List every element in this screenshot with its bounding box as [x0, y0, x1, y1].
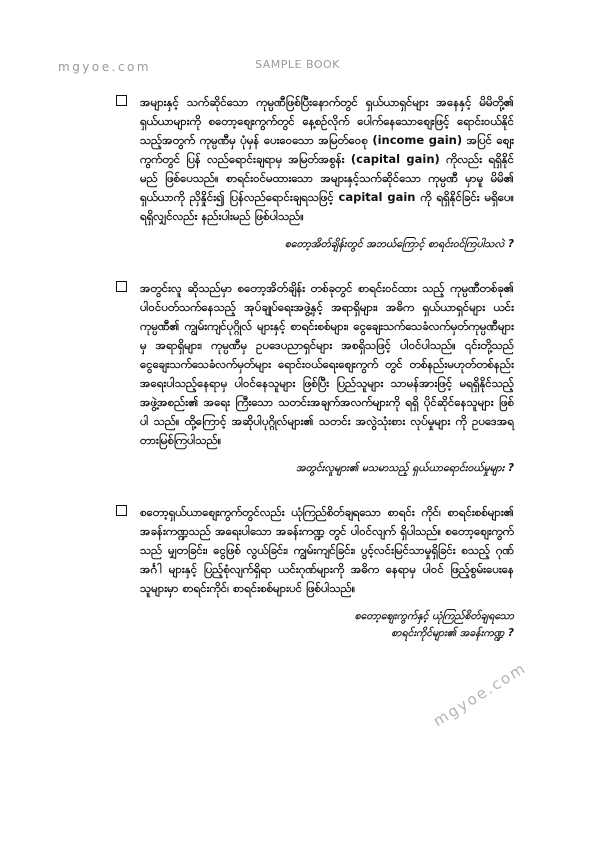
checkbox-icon — [116, 95, 127, 106]
entry-2 — [116, 279, 514, 477]
entry-attribution: စတော့စျေးကွက်နှင့် ယုံကြည်စိတ်ချရသော စာရင်းကိုင်များ၏ အခန်းကဏ္ဍ ? — [354, 610, 514, 639]
site-watermark-diagonal: mgyoe.com — [430, 658, 530, 731]
entry-text: အများနှင့် သက်ဆိုင်သော ကုမ္ပဏီဖြစ်ပြီးနောက်တွင် ရှယ်ယာရှင်များ အနေနှင့် မိမိတို့၏ ရှယ်ယာများကို စတော့စျေးကွက်တွင် နေ့စဉ်လိုက် ပေါက်နေသောစျေးဖြင့် ရောင်းဝယ်နိုင်သည့်အတွက် ကုမ္ပဏီမှ ပုံမှန် ပေးဝေသော အမြတ်ဝေစု (income gain) အပြင် စျေးကွက်တွင် ပြန် လည်ရောင်းချရာမှ အမြတ်အစွန်း (capital gain) ကိုလည်း ရရှိနိုင်မည် ဖြစ်ပေသည်။ စာရင်းဝင်မထားသော အများနှင့်သက်ဆိုင်သော ကုမ္ပဏီ မှာမူ မိမိ၏ ရှယ်ယာကို ညှိနှိုင်း၍ ပြန်လည်ရောင်းချရသဖြင့် capital gain ကို ရရှိနိုင်ခြင်း မရှိပေ။ ရရှိလျှင်လည်း နည်းပါးမည် ဖြစ်ပါသည်။ — [140, 95, 514, 223]
page-content — [116, 93, 514, 642]
entry-text: အတွင်းလူ ဆိုသည်မှာ စတော့အိတ်ချိန်း တစ်ခုတွင် စာရင်းဝင်ထား သည့် ကုမ္ပဏီတစ်ခု၏ ပါဝင်ပတ်သက်နေသည့် အုပ်ချုပ်ရေးအဖွဲ့နှင့် အရာရှိများ၊ အဓိက ရှယ်ယာရှင်များ ယင်းကုမ္ပဏီ၏ ကျွမ်းကျင်ပုဂ္ဂိုလ် များနှင့် စာရင်းစစ်များ၊ ငွေချေးသက်သေခံလက်မှတ်ကုမ္ပဏီများမှ အရာရှိများ၊ ကုမ္ပဏီမှ ဥပဒေပညာရှင်များ အစရှိသဖြင့် ပါဝင်ပါသည်။ ၎င်းတို့သည် ငွေချေးသက်သေခံလက်မှတ်များ ရောင်းဝယ်ရေးစျေးကွက် တွင် တစ်နည်းမဟုတ်တစ်နည်း အရေးပါသည့်နေရာမှ ပါဝင်နေသူများ ဖြစ်ပြီး ပြည်သူများ သာမန်အားဖြင့် မရရှိနိုင်သည့် အဖွဲ့အစည်း၏ အရေး ကြီးသော သတင်းအချက်အလက်များကို ရရှိ ပိုင်ဆိုင်နေသူများ ဖြစ်ပါ သည်။ ထို့ကြောင့် အဆိုပါပုဂ္ဂိုလ်များ၏ သတင်း အလွဲသုံးစား လုပ်မှုများ ကို ဥပဒေအရ တားမြစ်ကြပါသည်။ — [140, 281, 514, 447]
entry-attribution: စတော့အိတ်ချိန်းတွင် အဘယ်ကြောင့် စာရင်းဝင်ကြပါသလဲ ? — [284, 238, 514, 250]
site-watermark-top: mgyoe.com — [58, 60, 152, 74]
entry-attribution: အတွင်းလူများ၏ မသမာသည့် ရှယ်ယာရောင်းဝယ်မှုများ ? — [295, 462, 514, 474]
sample-book-label: SAMPLE BOOK — [255, 58, 340, 71]
checkbox-icon — [116, 281, 127, 292]
checkbox-icon — [116, 505, 127, 516]
entry-text: စတော့ရှယ်ယာစျေးကွက်တွင်လည်း ယုံကြည်စိတ်ချရသော စာရင်း ကိုင်၊ စာရင်းစစ်များ၏ အခန်းကဏ္ဍသည် အရေးပါသော အခန်းကဏ္ဍ တွင် ပါဝင်လျက် ရှိပါသည်။ စတော့စျေးကွက်သည် မျှတခြင်း၊ ငွေဖြစ် လွယ်ခြင်း၊ ကျွမ်းကျင်ခြင်း၊ ပွင့်လင်းမြင်သာမှုရှိခြင်း စသည့် ဂုဏ်အင်္ဂါ များနှင့် ပြည့်စုံလျက်ရှိရာ ယင်းဂုဏ်များကို အဓိက နေရာမှ ပါဝင် ဖြည့်စွမ်းပေးနေသူများမှာ စာရင်းကိုင်၊ စာရင်းစစ်များပင် ဖြစ်ပါသည်။ — [140, 505, 514, 595]
entry-1 — [116, 93, 514, 253]
entry-3 — [116, 503, 514, 642]
